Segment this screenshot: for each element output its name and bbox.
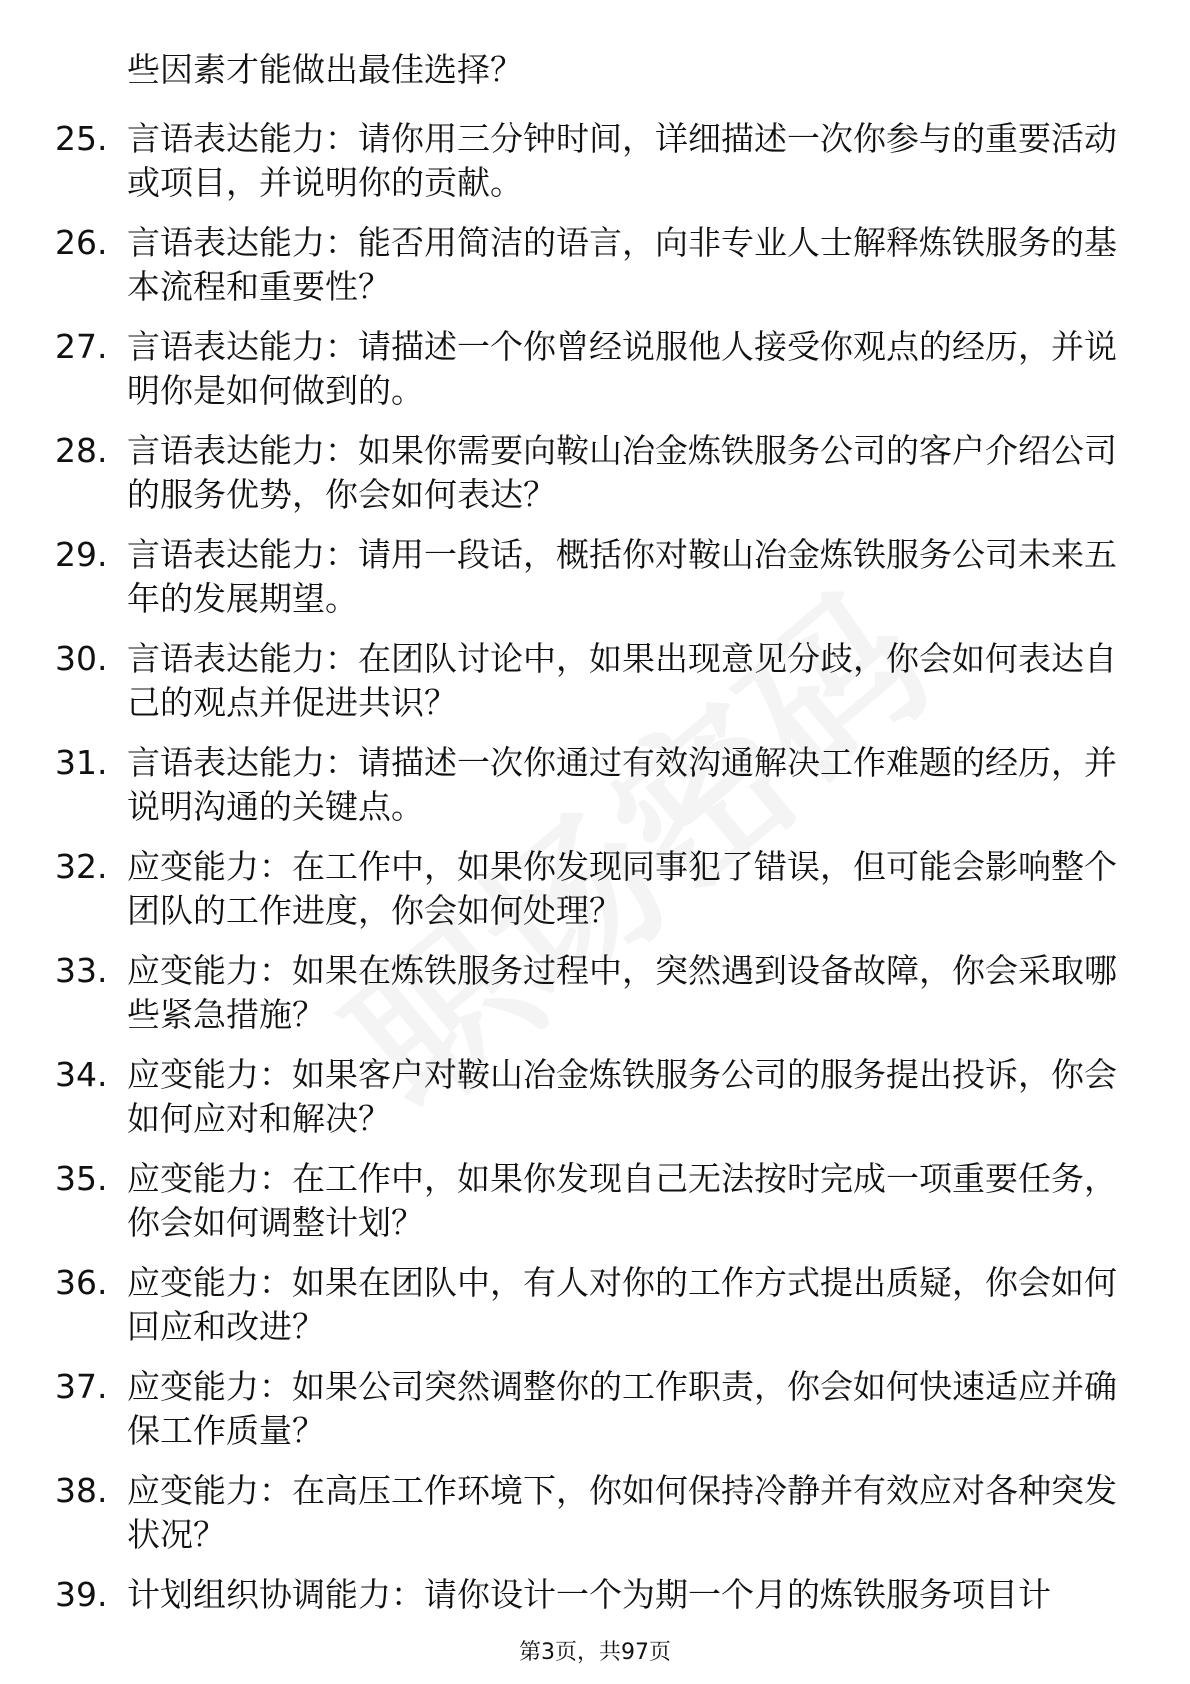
question-text: 言语表达能力：请用一段话，概括你对鞍山冶金炼铁服务公司未来五年的发展期望。 <box>127 535 1117 618</box>
question-item <box>0 325 1190 429</box>
question-number: 25. <box>55 119 108 158</box>
question-item <box>0 949 1190 1053</box>
question-text: 应变能力：在工作中，如果你发现同事犯了错误，但可能会影响整个团队的工作进度，你会如何处理？ <box>127 847 1117 930</box>
question-text: 应变能力：在高压工作环境下，你如何保持冷静并有效应对各种突发状况？ <box>127 1471 1117 1554</box>
question-number: 32. <box>55 847 108 886</box>
question-text: 应变能力：如果在炼铁服务过程中，突然遇到设备故障，你会采取哪些紧急措施？ <box>127 951 1117 1034</box>
question-text: 应变能力：如果在团队中，有人对你的工作方式提出质疑，你会如何回应和改进？ <box>127 1263 1117 1346</box>
question-text: 应变能力：如果客户对鞍山冶金炼铁服务公司的服务提出投诉，你会如何应对和解决？ <box>127 1055 1117 1138</box>
question-list <box>0 117 1190 1677</box>
question-item <box>0 741 1190 845</box>
question-text: 言语表达能力：如果你需要向鞍山冶金炼铁服务公司的客户介绍公司的服务优势，你会如何表达？ <box>127 431 1117 514</box>
question-number: 31. <box>55 743 108 782</box>
question-item <box>0 117 1190 221</box>
page-footer: 第3页，共97页 <box>519 1640 671 1665</box>
question-text: 言语表达能力：在团队讨论中，如果出现意见分歧，你会如何表达自己的观点并促进共识？ <box>127 639 1117 722</box>
question-number: 27. <box>55 327 108 366</box>
question-item <box>0 637 1190 741</box>
question-text: 应变能力：在工作中，如果你发现自己无法按时完成一项重要任务，你会如何调整计划？ <box>127 1159 1117 1242</box>
question-number: 39. <box>55 1575 108 1614</box>
question-number: 34. <box>55 1055 108 1094</box>
question-number: 38. <box>55 1471 108 1510</box>
question-text: 计划组织协调能力：请你设计一个为期一个月的炼铁服务项目计 <box>127 1575 1051 1614</box>
continuation-text: 些因素才能做出最佳选择？ <box>127 50 523 89</box>
question-item <box>0 429 1190 533</box>
question-number: 26. <box>55 223 108 262</box>
question-number: 30. <box>55 639 108 678</box>
question-number: 37. <box>55 1367 108 1406</box>
question-text: 言语表达能力：能否用简洁的语言，向非专业人士解释炼铁服务的基本流程和重要性？ <box>127 223 1117 306</box>
question-text: 应变能力：如果公司突然调整你的工作职责，你会如何快速适应并确保工作质量？ <box>127 1367 1117 1450</box>
question-text: 言语表达能力：请描述一个你曾经说服他人接受你观点的经历，并说明你是如何做到的。 <box>127 327 1117 410</box>
question-item <box>0 845 1190 949</box>
question-text: 言语表达能力：请你用三分钟时间，详细描述一次你参与的重要活动或项目，并说明你的贡献。 <box>127 119 1117 202</box>
question-number: 29. <box>55 535 108 574</box>
question-number: 33. <box>55 951 108 990</box>
question-item <box>0 1365 1190 1469</box>
question-item <box>0 1261 1190 1365</box>
question-item <box>0 533 1190 637</box>
question-text: 言语表达能力：请描述一次你通过有效沟通解决工作难题的经历，并说明沟通的关键点。 <box>127 743 1117 826</box>
question-item <box>0 1469 1190 1573</box>
question-number: 36. <box>55 1263 108 1302</box>
question-item <box>0 1157 1190 1261</box>
question-number: 35. <box>55 1159 108 1198</box>
question-number: 28. <box>55 431 108 470</box>
question-item <box>0 1053 1190 1157</box>
question-item <box>0 221 1190 325</box>
